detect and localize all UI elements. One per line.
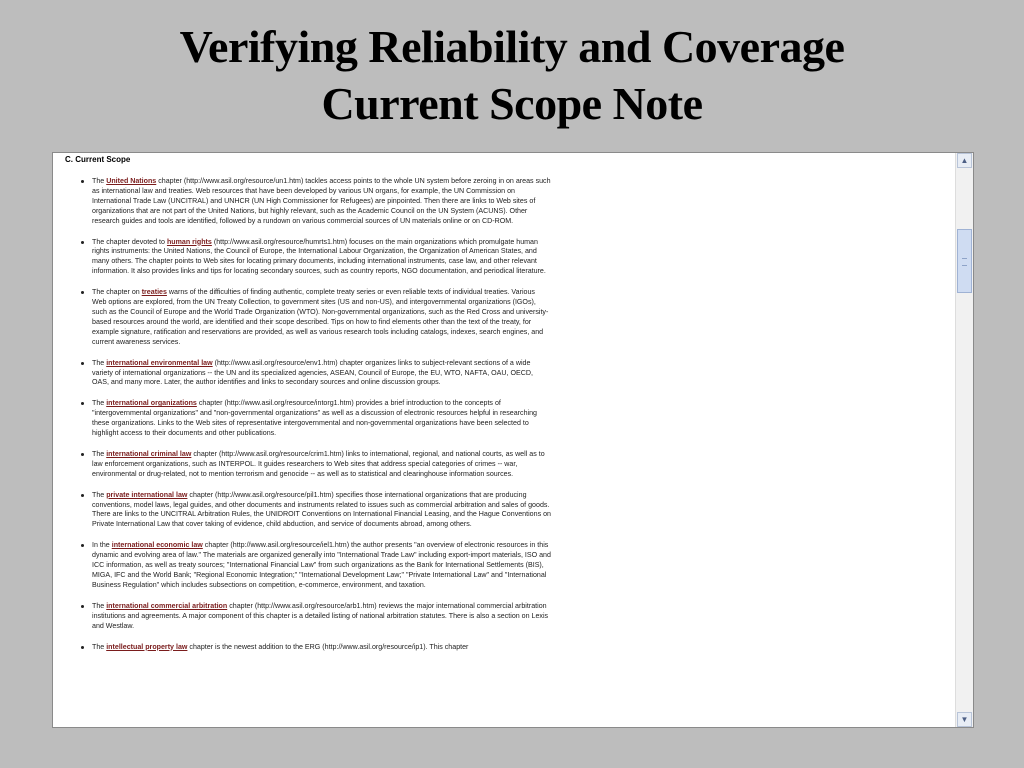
slide-title-line-1: Verifying Reliability and Coverage [179,21,845,72]
list-item: The international criminal law chapter (http://www.asil.org/resource/crim1.htm) links to international, regional, and national courts, as well as to law enforcement organizations, such as INTERPOL. It guides researchers to Web sites that address special categories of crimes -- war, environmental or drug-related, not to mention terrorism and genocide -- as well as to statistical and clearinghouse information sources. [81,450,551,480]
link-private-international-law[interactable]: private international law [106,490,188,499]
slide-title-line-2: Current Scope Note [321,78,703,129]
link-international-environmental-law[interactable]: international environmental law [106,358,213,367]
list-item: The United Nations chapter (http://www.asil.org/resource/un1.htm) tackles access points to the whole UN system before zeroing in on areas such as international law and treaties. Web resources that have been developed by various UN organs, for example, the UN Commission on International Trade Law (UNCITRAL) and UNHCR (UN High Commissioner for Refugees) are pinpointed. Then there are links to Web sites of organizations that are not part of the United Nations, but highly relevant, such as the Academic Council on the UN System (ACUNS). Other research guides and tools are identified, followed by a rundown on various commercial sources of UN materials online or on CD-ROM. [81,177,551,227]
grip-icon [962,258,967,266]
list-item: The chapter devoted to human rights (http://www.asil.org/resource/humrts1.htm) focuses on the main organizations which promulgate human rights instruments: the United Nations, the Council of Europe, the International Labour Organization, the Organization of American States, and many others. The chapter points to Web sites for locating primary documents, including international instruments, case law, and other relevant information. It also provides links and tips for locating secondary sources, such as country reports, NGO documentation, and periodical literature. [81,238,551,278]
embedded-document-screenshot [52,152,974,728]
list-item: In the international economic law chapter (http://www.asil.org/resource/iel1.htm) the author presents "an overview of electronic resources in this dynamic and evolving area of law." The materials are organized generally into "International Trade Law" including export-import materials, ISO and ICC information, as well as treaty sources; "International Financial Law" from such organizations as the Bank for International Settlements (BIS), MIGA, IFC and the World Bank; "Regional Economic Integration;" "International Development Law;" "Private International Law" and "International Business Regulation" which includes subsections on competition, e-commerce, environment, and taxation. [81,541,551,591]
link-international-economic-law[interactable]: international economic law [111,541,203,550]
link-international-commercial-arbitration[interactable]: international commercial arbitration [106,601,228,610]
link-united-nations[interactable]: United Nations [106,177,157,185]
link-intellectual-property-law[interactable]: intellectual property law [106,642,188,651]
document-content [53,153,955,727]
list-item: The chapter on treaties warns of the difficulties of finding authentic, complete treaty series or even reliable texts of individual treaties. Various Web options are explored, from the UN Treaty Collection, to government sites (US and non-US), and intergovernmental organizations (IGOs), such as the Council of Europe and the World Trade Organization (WTO). Non-governmental organizations, such as the Red Cross and university-based resources around the world, are identified and their scope described. Tips on how to find elements other than the text of the treaty, for example signature, ratification and reservations are provided, as well as various research tools including catalogs, indexes, search engines, and current awareness services. [81,288,551,347]
link-international-criminal-law[interactable]: international criminal law [106,449,192,458]
link-international-organizations[interactable]: international organizations [106,399,197,408]
slide-title [0,18,1024,132]
list-item: The private international law chapter (http://www.asil.org/resource/pil1.htm) specifies those international organizations that are producing conventions, model laws, legal guides, and other documents and instruments related to issues such as commercial arbitration and sales of goods. There are links to the UNCITRAL Arbitration Rules, the UNIDROIT Conventions on International Financial Leasing, and the Hague Conventions on Private International Law that cover taking of evidence, child abduction, and service of documents abroad, among others. [81,491,551,531]
list-item: The international environmental law (http://www.asil.org/resource/env1.htm) chapter organizes links to subject-relevant sections of a wide variety of international organizations -- the UN and its specialized agencies, ASEAN, Council of Europe, the EU, WTO, NAFTA, OAU, OECD, OAS, and many more. Later, the author identifies and links to secondary sources and online discussion groups. [81,359,551,389]
scroll-down-icon[interactable]: ▼ [957,712,972,727]
list-item: The intellectual property law chapter is the newest addition to the ERG (http://www.asil.org/resource/ip1). This chapter [81,643,551,653]
vertical-scrollbar[interactable] [955,153,973,727]
scroll-thumb[interactable] [957,229,972,293]
scroll-up-icon[interactable]: ▲ [957,153,972,168]
list-item: The international organizations chapter (http://www.asil.org/resource/intorg1.htm) provides a brief introduction to the concepts of "intergovernmental organizations" and "non-governmental organizations" as well as a discussion of electronic resources helpful in researching these organizations. Links to the Web sites of representative intergovernmental and non-governmental organizations have been selected to highlight access to their documents and other publications. [81,399,551,439]
link-treaties[interactable]: treaties [141,288,167,297]
link-human-rights[interactable]: human rights [166,237,212,246]
list-item: The international commercial arbitration chapter (http://www.asil.org/resource/arb1.htm) reviews the major international commercial arbitration institutions and agreements. A major component of this chapter is a detailed listing of national arbitration statutes. There is also a section on Lexis and Westlaw. [81,602,551,632]
section-heading: C. Current Scope [65,155,131,164]
scope-list [81,177,551,663]
